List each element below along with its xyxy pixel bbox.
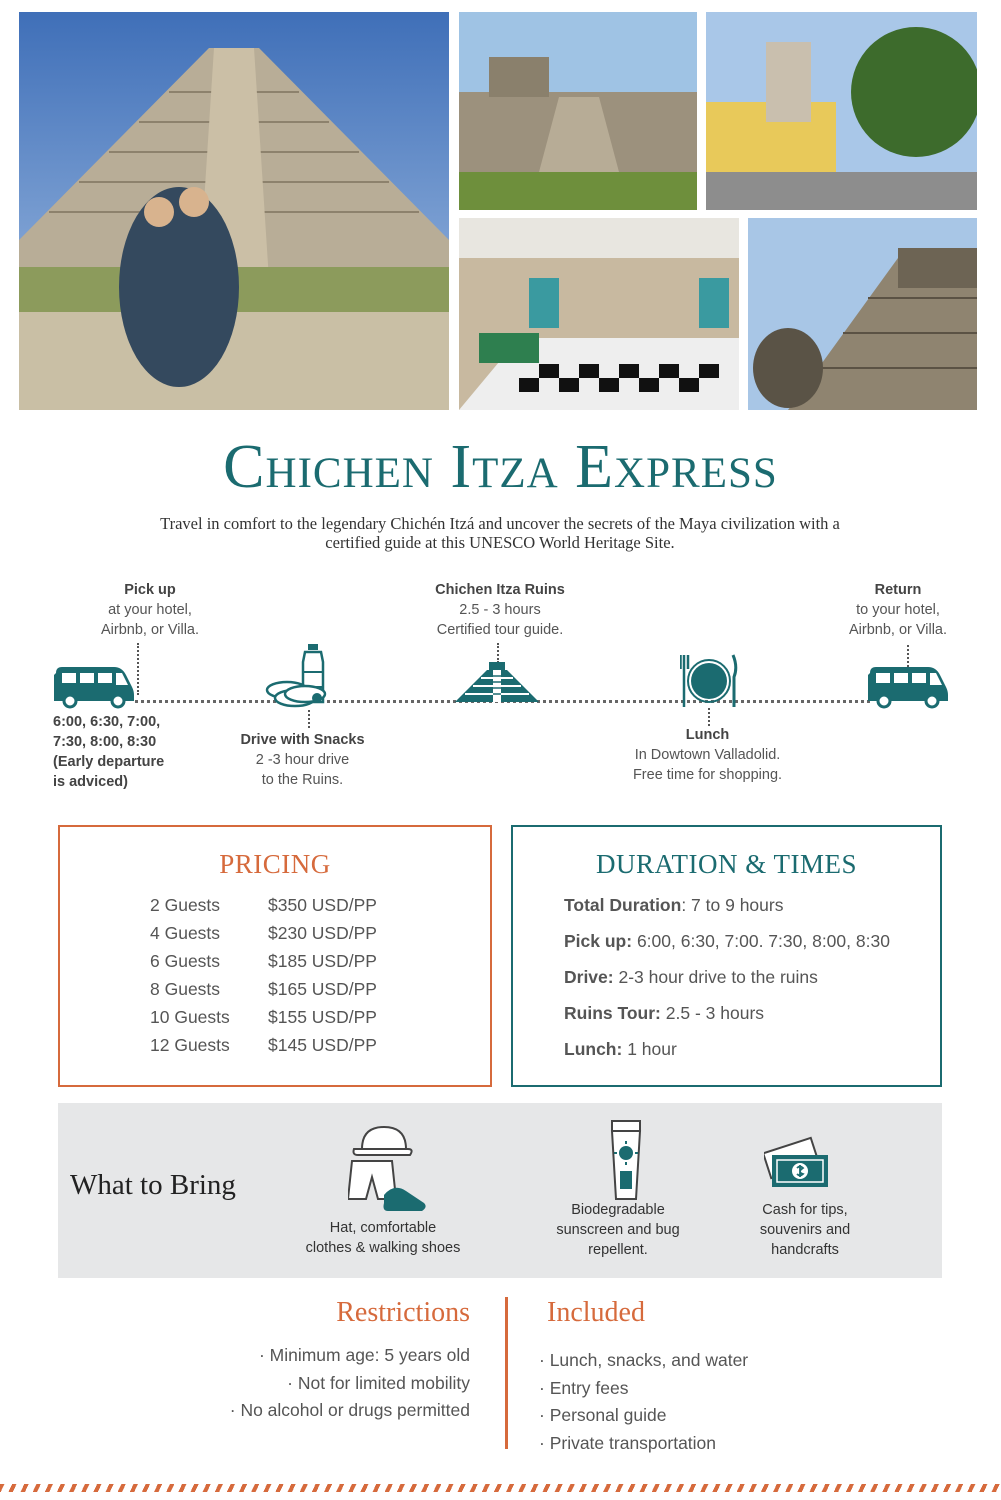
pricing-row [150,951,377,972]
timeline-ruins-line2: Certified tour guide. [436,622,564,638]
duration-row [564,895,783,916]
pricing-row [150,1007,377,1028]
restriction-item: · Not for limited mobility [287,1373,470,1393]
plate-cutlery-icon [680,653,738,709]
photo-pyramid-couple [19,12,449,410]
timeline-lunch-label [600,725,815,785]
included-item: · Lunch, snacks, and water [539,1350,749,1370]
timeline-ruins-label [410,580,590,640]
timeline-lunch-line1: In Dowtown Valladolid. [634,747,781,763]
section-divider [505,1297,508,1449]
duration-label: Ruins Tour: [564,1003,661,1023]
duration-label: Pick up: [564,931,633,951]
pricing-guests: 6 Guests [150,951,221,971]
photo-restaurant-interior [459,218,739,410]
pricing-guests: 8 Guests [150,979,221,999]
sunscreen-icon [606,1119,646,1201]
duration-row [564,967,818,988]
bring-item-cash [730,1200,880,1260]
duration-row [564,931,890,952]
pyramid-icon [449,660,545,704]
duration-row [564,1003,764,1024]
pricing-guests: 2 Guests [150,895,221,915]
pricing-title: PRICING [219,849,331,879]
pricing-price: $155 USD/PP [268,1007,377,1027]
bottom-stripe-border [0,1484,1001,1492]
timeline-pickup-note2: is adviced) [53,774,128,790]
timeline-pickup-times1: 6:00, 6:30, 7:00, [53,714,161,730]
duration-value: 1 hour [627,1039,677,1059]
pricing-guests: 4 Guests [150,923,221,943]
bring-item-line: Cash for tips, [762,1202,848,1218]
duration-box [511,825,942,1087]
bring-item-line: handcrafts [771,1242,839,1258]
pricing-price: $185 USD/PP [268,951,377,971]
photo-ruins-temple [459,12,697,210]
included-item: · Personal guide [539,1405,667,1425]
timeline-drive-line1: 2 -3 hour drive [255,752,350,768]
what-to-bring-panel [58,1103,942,1278]
timeline-lunch-heading: Lunch [685,727,730,743]
duration-value: 2.5 - 3 hours [665,1003,765,1023]
restrictions-title: Restrictions [336,1297,470,1328]
timeline-lunch-line2: Free time for shopping. [632,767,783,783]
timeline-drive-label [215,730,390,790]
page-title: Chichen Itza Express [223,433,778,501]
timeline-return-heading: Return [874,582,922,598]
duration-value: 7 to 9 hours [691,895,784,915]
pricing-price: $350 USD/PP [268,895,377,915]
bring-item-clothes [283,1218,483,1258]
bring-item-line: Hat, comfortable [329,1220,437,1236]
bring-item-sunscreen [533,1200,703,1260]
pricing-price: $230 USD/PP [268,923,377,943]
timeline-ruins-line1: 2.5 - 3 hours [459,602,541,618]
drive-connector [308,710,310,728]
timeline-pickup-line2: Airbnb, or Villa. [100,622,200,638]
restriction-item: · No alcohol or drugs permitted [229,1400,470,1420]
photo-valladolid-street [706,12,977,210]
hat-clothes-shoes-icon [348,1119,428,1217]
pricing-row [150,895,377,916]
duration-value: 2-3 hour drive to the ruins [618,967,818,987]
lunch-connector [708,708,710,726]
return-connector [907,645,909,667]
timeline-pickup-times [53,712,193,792]
bring-item-line: Biodegradable [571,1202,665,1218]
duration-label: Lunch: [564,1039,623,1059]
what-to-bring-title: What to Bring [70,1169,236,1201]
timeline-pickup-heading: Pick up [124,582,176,598]
restriction-item: · Minimum age: 5 years old [258,1345,470,1365]
timeline-pickup-label [75,580,225,640]
snacks-water-icon [265,642,337,710]
bring-item-line: clothes & walking shoes [305,1240,461,1256]
included-item: · Entry fees [539,1378,629,1398]
pricing-box [58,825,492,1087]
included-title: Included [547,1297,645,1328]
page-subtitle: Travel in comfort to the legendary Chichén Itzá and uncover the secrets of the Maya civilization with a certified guide at this UNESCO World Heritage Site. [160,514,840,552]
pricing-guests: 10 Guests [150,1007,230,1027]
timeline-ruins-heading: Chichen Itza Ruins [435,582,565,598]
timeline-pickup-times2: 7:30, 8:00, 8:30 [53,734,157,750]
pricing-row [150,923,377,944]
timeline-return-line1: to your hotel, [856,602,940,618]
duration-sep: : [681,895,692,915]
van-return-icon [866,665,950,709]
pricing-price: $165 USD/PP [268,979,377,999]
timeline-pickup-note1: (Early departure [53,754,165,770]
included-item: · Private transportation [539,1433,717,1453]
pricing-guests: 12 Guests [150,1035,230,1055]
duration-title: DURATION & TIMES [595,849,857,879]
timeline-drive-heading: Drive with Snacks [240,732,365,748]
bring-item-line: repellent. [588,1242,648,1258]
bring-item-line: souvenirs and [759,1222,851,1238]
photo-serpent-head-pyramid [748,218,977,410]
bring-item-line: sunscreen and bug [556,1222,680,1238]
van-pickup-icon [52,665,136,709]
duration-label: Drive: [564,967,614,987]
pickup-connector [137,643,139,695]
pricing-price: $145 USD/PP [268,1035,377,1055]
duration-row [564,1039,677,1060]
duration-value: 6:00, 6:30, 7:00. 7:30, 8:00, 8:30 [636,931,890,951]
duration-label: Total Duration [564,895,682,915]
pricing-row [150,979,377,1000]
timeline-return-label [828,580,968,640]
timeline-pickup-line1: at your hotel, [108,602,192,618]
timeline-return-line2: Airbnb, or Villa. [848,622,948,638]
pricing-row [150,1035,377,1056]
cash-icon [764,1133,830,1191]
timeline-drive-line2: to the Ruins. [261,772,344,788]
